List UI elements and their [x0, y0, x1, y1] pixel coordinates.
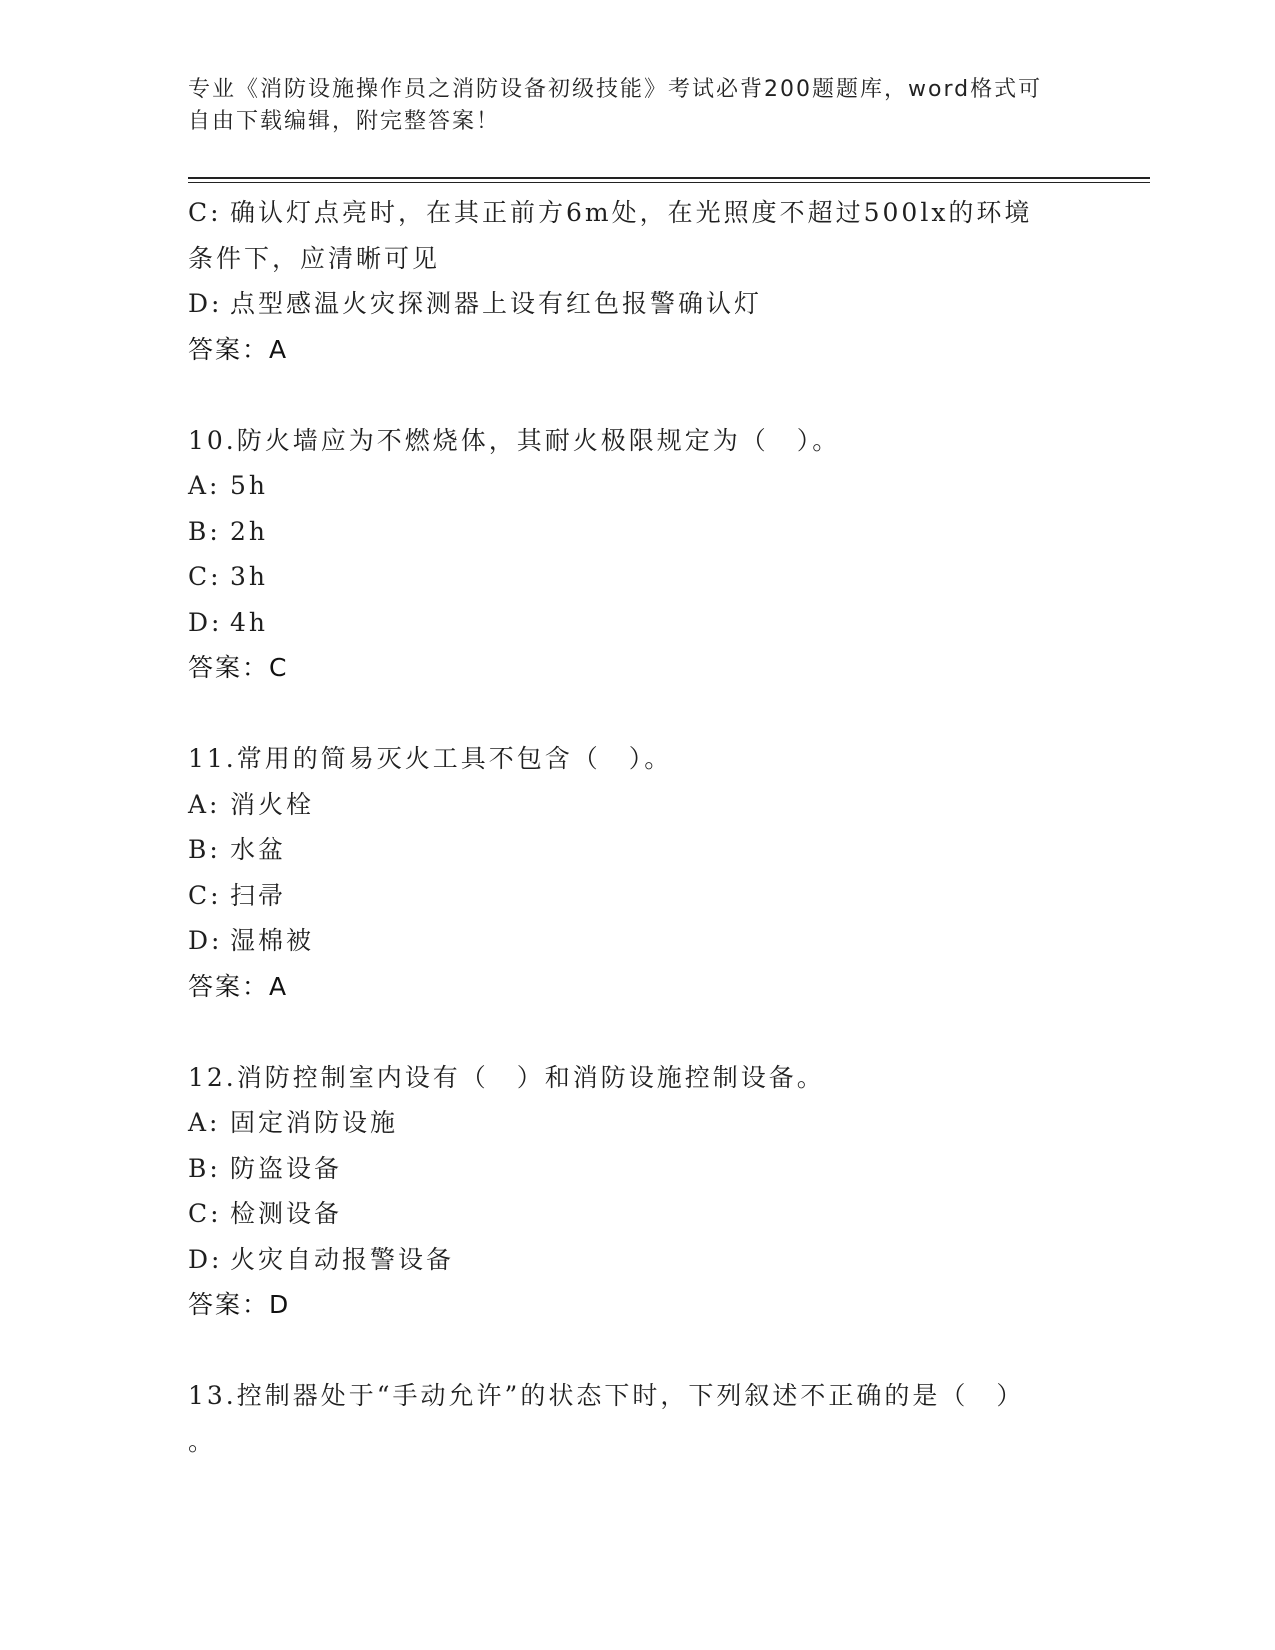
- option-c-continuation: [188, 236, 1068, 282]
- option-b: [188, 1146, 1068, 1192]
- option-text: 扫帚: [230, 880, 287, 910]
- header-line-1: 专业《消防设施操作员之消防设备初级技能》考试必背200题题库，word格式可: [188, 77, 1043, 102]
- option-text: 2h: [230, 516, 269, 546]
- question-11: [188, 736, 1068, 1009]
- option-text: 5h: [230, 471, 269, 500]
- option-a: [188, 463, 1068, 509]
- option-label: D:: [188, 607, 223, 637]
- option-label: A:: [188, 789, 221, 819]
- header-line-2: 自由下载编辑，附完整答案！: [188, 109, 501, 134]
- answer-line: 答案：A: [188, 334, 289, 364]
- question-stem: 12.消防控制室内设有（ ）和消防设施控制设备。: [188, 1062, 825, 1092]
- answer-line: 答案：A: [188, 971, 289, 1001]
- option-label: D:: [188, 926, 223, 955]
- option-label: B:: [188, 1153, 221, 1183]
- option-label: D:: [188, 289, 223, 318]
- option-c: [188, 190, 1068, 236]
- question-stem: 11.常用的简易灭火工具不包含（ ）。: [188, 744, 673, 773]
- answer-line: 答案：D: [188, 1290, 291, 1319]
- option-label: B:: [188, 516, 221, 546]
- option-label: C:: [188, 880, 222, 910]
- question-12: [188, 1055, 1068, 1328]
- option-text: 点型感温火灾探测器上设有红色报警确认灯: [230, 289, 763, 318]
- spacer: [188, 1009, 1068, 1055]
- option-text: 火灾自动报警设备: [230, 1244, 455, 1274]
- option-text: 确认灯点亮时，在其正前方6m处，在光照度不超过500lx的环境: [230, 198, 1033, 227]
- option-label: C:: [188, 1199, 222, 1228]
- option-text: 防盗设备: [230, 1153, 343, 1183]
- option-c: [188, 873, 1068, 919]
- spacer: [188, 372, 1068, 418]
- option-b: [188, 827, 1068, 873]
- option-label: A:: [188, 471, 221, 500]
- option-d: [188, 281, 1068, 327]
- option-label: B:: [188, 835, 221, 864]
- option-label: C:: [188, 198, 222, 227]
- option-text: 检测设备: [230, 1199, 343, 1228]
- question-stem: 13.控制器处于“手动允许”的状态下时，下列叙述不正确的是（ ）: [188, 1381, 1025, 1410]
- option-d: [188, 1237, 1068, 1283]
- question-stem: 10.防火墙应为不燃烧体，其耐火极限规定为（ ）。: [188, 425, 841, 455]
- question-list: [188, 190, 1068, 1464]
- option-text: 固定消防设施: [230, 1108, 399, 1137]
- document-header: [188, 74, 1068, 138]
- option-text: 3h: [230, 562, 269, 591]
- question-13: [188, 1373, 1068, 1464]
- option-d: [188, 918, 1068, 964]
- option-text: 消火栓: [230, 789, 315, 819]
- header-divider-thin: [188, 182, 1150, 183]
- option-c: [188, 1191, 1068, 1237]
- option-a: [188, 782, 1068, 828]
- question-9-tail: [188, 190, 1068, 372]
- header-divider: [188, 177, 1150, 179]
- option-text-continuation: 条件下，应清晰可见: [188, 243, 441, 273]
- question-stem-continuation: 。: [188, 1426, 217, 1456]
- option-label: A:: [188, 1108, 221, 1137]
- option-b: [188, 509, 1068, 555]
- option-text: 水盆: [230, 835, 287, 864]
- option-c: [188, 554, 1068, 600]
- option-d: [188, 600, 1068, 646]
- spacer: [188, 691, 1068, 737]
- option-a: [188, 1100, 1068, 1146]
- option-label: C:: [188, 562, 222, 591]
- spacer: [188, 1328, 1068, 1374]
- option-text: 湿棉被: [230, 926, 315, 955]
- question-10: [188, 418, 1068, 691]
- option-label: D:: [188, 1244, 223, 1274]
- answer-line: 答案：C: [188, 653, 289, 682]
- option-text: 4h: [230, 607, 269, 637]
